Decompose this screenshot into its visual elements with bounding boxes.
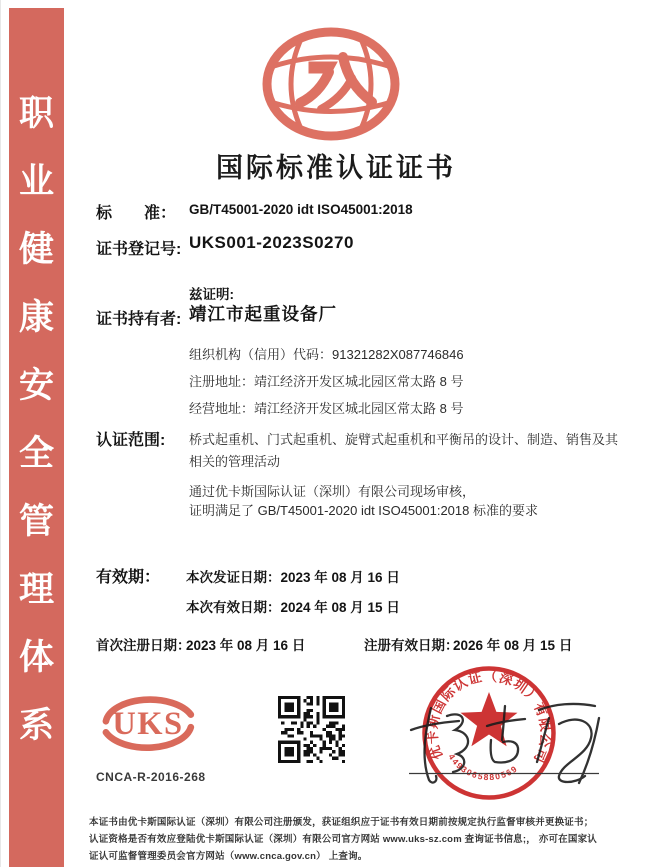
registration-valid-value: 2026 年 08 月 15 日 (453, 638, 573, 653)
cert-number-label: 证书登记号: (96, 241, 182, 258)
holder-value: 靖江市起重设备厂 (189, 304, 337, 324)
uks-logo-icon (100, 684, 196, 760)
uks-logo-text: UKS (112, 705, 184, 742)
certify-intro: 兹证明: (189, 287, 234, 302)
holder-label: 证书持有者: (96, 311, 182, 328)
scope-text-line2: 相关的管理活动 (189, 454, 281, 469)
org-code-line: 组织机构（信用）代码：91321282X087746846 (189, 347, 464, 362)
standard-value: GB/T45001-2020 idt ISO45001:2018 (189, 202, 413, 217)
cert-number-value: UKS001-2023S0270 (189, 233, 354, 252)
seal-number: 4493065880569 (446, 752, 520, 783)
sidebar-char: 管 (18, 502, 54, 541)
audit-note-line1: 通过优卡斯国际认证（深圳）有限公司现场审核， (189, 484, 476, 499)
sidebar-char: 康 (18, 298, 54, 337)
scope-text-line1: 桥式起重机、门式起重机、旋臂式起重机和平衡吊的设计、制造、销售及其 (189, 432, 619, 447)
seal-company-name: 优卡斯国际认证（深圳）有限公司 (424, 668, 554, 766)
page-title: 国际标准认证证书 (216, 153, 456, 183)
standard-label: 标 准： (96, 205, 177, 222)
scope-label: 认证范围: (96, 432, 166, 449)
qr-code (278, 696, 345, 763)
sidebar-char: 系 (18, 706, 54, 745)
sidebar-char: 理 (18, 570, 54, 609)
footer-note-line1: 本证书由优卡斯国际认证（深圳）有限公司注册颁发，获证组织应于证书有效日期前按规定执行监督审核并更换证书； (89, 817, 594, 828)
footer-note-line2: 认证资格是否有效应登陆优卡斯国际认证（深圳）有限公司官方网站 www.uks-sz.com 查询证书信息;， 亦可在国家认 (89, 834, 597, 845)
sidebar-char: 健 (18, 230, 54, 269)
sidebar-char: 职 (18, 94, 54, 133)
sidebar-char: 业 (18, 162, 54, 201)
registered-address-line: 注册地址：靖江经济开发区城北园区常太路 8 号 (189, 374, 464, 389)
validity-label: 有效期： (96, 569, 161, 586)
signature (399, 688, 629, 788)
audit-note-line2: 证明满足了 GB/T45001-2020 idt ISO45001:2018 标准的要求 (189, 503, 538, 518)
registration-valid-label: 注册有效日期： (364, 638, 459, 653)
business-address-line: 经营地址：靖江经济开发区城北园区常太路 8 号 (189, 401, 464, 416)
sidebar-char: 安 (18, 366, 54, 405)
footer-note-line3: 证认可监督管理委员会官方网站（www.cnca.gov.cn） 上查询。 (89, 851, 368, 862)
sidebar-banner (9, 8, 64, 867)
signature-name (1, 0, 2, 1)
first-registration-value: 2023 年 08 月 16 日 (186, 638, 306, 653)
sidebar-char: 体 (18, 638, 54, 677)
accreditation-number: CNCA-R-2016-268 (96, 770, 206, 784)
sidebar-char: 全 (18, 434, 54, 473)
first-registration-label: 首次注册日期： (96, 638, 191, 653)
expire-date-line: 本次有效日期：2024 年 08 月 15 日 (186, 600, 400, 615)
cnca-globe-logo-icon (259, 26, 403, 144)
issue-date-line: 本次发证日期：2023 年 08 月 16 日 (186, 570, 400, 585)
